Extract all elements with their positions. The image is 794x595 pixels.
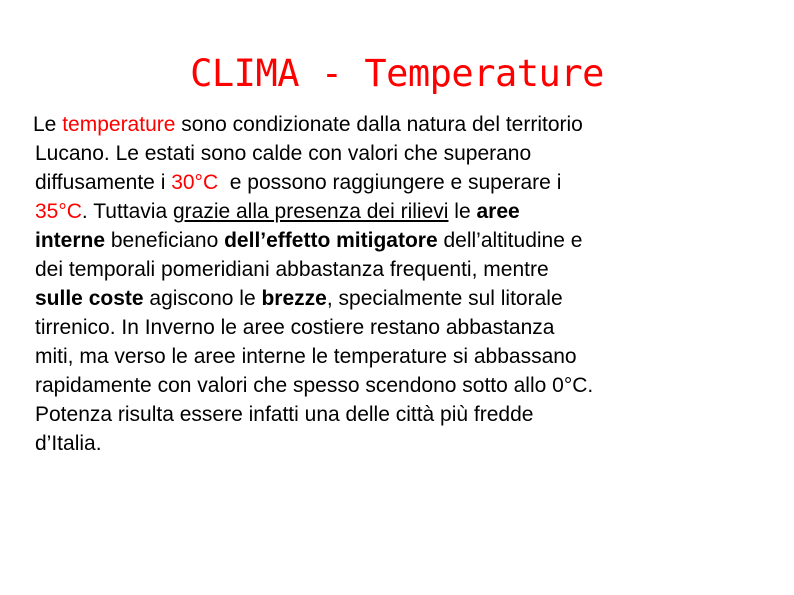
text-run: diffusamente i bbox=[35, 171, 172, 194]
text-line-10 bbox=[33, 371, 773, 400]
text-line-9 bbox=[33, 342, 773, 371]
text-line-12 bbox=[33, 429, 773, 458]
text-line-7 bbox=[33, 284, 773, 313]
bold-sulle-coste: sulle coste bbox=[35, 287, 144, 310]
text-line-11 bbox=[33, 400, 773, 429]
text-run: agiscono le bbox=[143, 287, 262, 310]
text-run: le bbox=[448, 200, 477, 223]
text-run: Lucano. Le estati sono calde con valori che superano bbox=[35, 142, 532, 165]
bold-interne: interne bbox=[35, 229, 106, 252]
bold-aree: aree bbox=[476, 200, 520, 223]
text-line-8 bbox=[33, 313, 773, 342]
text-run: Potenza risulta essere infatti una delle città più fredde bbox=[35, 403, 534, 426]
text-run: sono condizionate dalla natura del territorio bbox=[175, 113, 583, 136]
highlight-30c: 30°C bbox=[171, 171, 219, 194]
text-line-2 bbox=[33, 139, 773, 168]
text-run: Le bbox=[33, 113, 63, 136]
text-run: beneficiano bbox=[105, 229, 225, 252]
text-run: d’Italia. bbox=[35, 432, 102, 455]
text-run: dei temporali pomeridiani abbastanza frequenti, mentre bbox=[35, 258, 549, 281]
highlight-temperature: temperature bbox=[62, 113, 176, 136]
text-line-6 bbox=[33, 255, 773, 284]
text-run: , specialmente sul litorale bbox=[326, 287, 563, 310]
slide-title: CLIMA - Temperature bbox=[190, 52, 604, 95]
text-run: e possono raggiungere e superare i bbox=[218, 171, 562, 194]
highlight-35c: 35°C bbox=[35, 200, 82, 223]
text-run: miti, ma verso le aree interne le temperature si abbassano bbox=[35, 345, 577, 368]
bold-brezze: brezze bbox=[261, 287, 327, 310]
body-paragraph bbox=[33, 110, 773, 458]
underlined-rilievi: grazie alla presenza dei rilievi bbox=[172, 200, 449, 223]
text-run: . Tuttavia bbox=[81, 200, 173, 223]
bold-effetto-mitigatore: dell’effetto mitigatore bbox=[224, 229, 438, 252]
text-line-5 bbox=[33, 226, 773, 255]
text-run: dell’altitudine e bbox=[437, 229, 583, 252]
text-line-4 bbox=[33, 197, 773, 226]
text-run: tirrenico. In Inverno le aree costiere restano abbastanza bbox=[35, 316, 555, 339]
text-run: rapidamente con valori che spesso scendono sotto allo 0°C. bbox=[35, 374, 594, 397]
text-line-1 bbox=[33, 110, 773, 139]
text-line-3 bbox=[33, 168, 773, 197]
